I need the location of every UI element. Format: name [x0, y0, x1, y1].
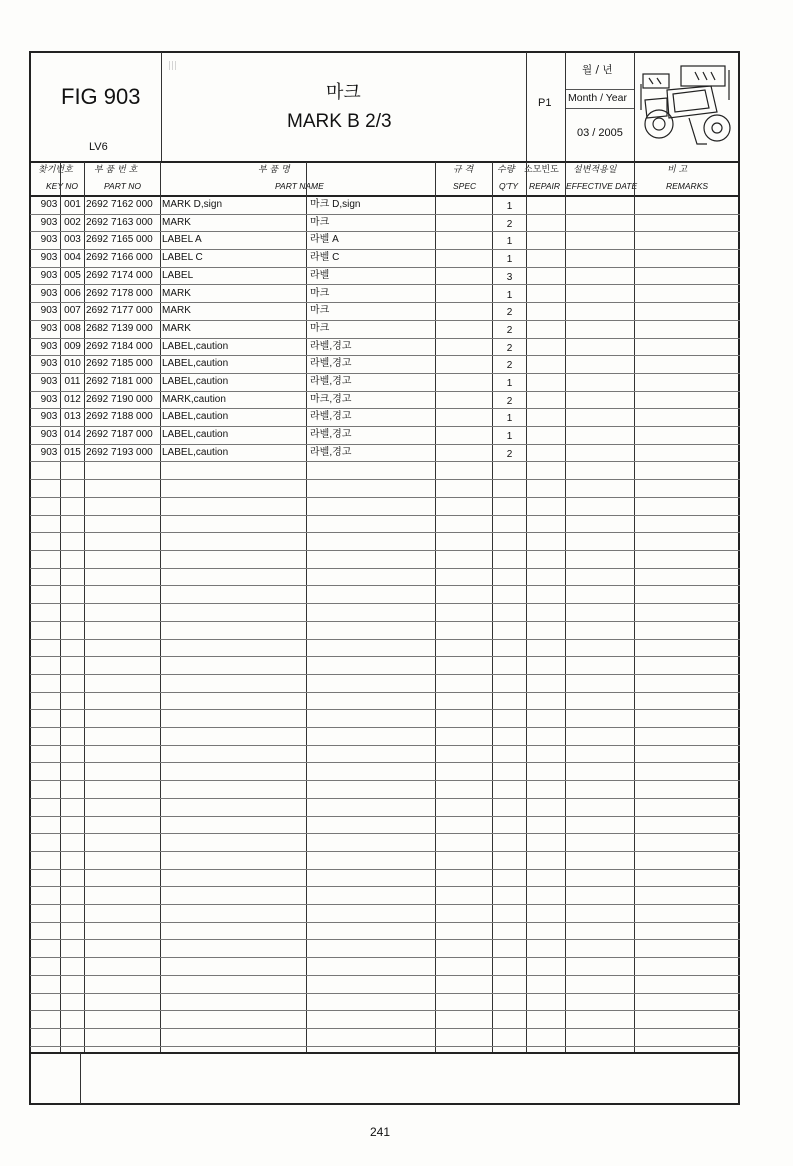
- date-value: 03 / 2005: [577, 127, 623, 139]
- row-name-kr: 마크: [310, 305, 330, 316]
- bottom-box-divider: [80, 1053, 81, 1104]
- row-qty: 1: [506, 378, 513, 389]
- row-divider: [30, 869, 740, 870]
- row-fig: 903: [40, 217, 58, 228]
- row-divider: [30, 479, 740, 480]
- column-divider: [306, 162, 307, 1052]
- row-divider: [30, 886, 740, 887]
- row-divider: [30, 745, 740, 746]
- row-name-en: LABEL,caution: [162, 411, 229, 422]
- row-key: 008: [64, 323, 81, 334]
- row-key: 003: [64, 234, 81, 245]
- row-part-no: 2692 7187 000: [86, 429, 153, 440]
- row-name-en: LABEL,caution: [162, 341, 229, 352]
- row-key: 012: [64, 394, 81, 405]
- row-part-no: 2692 7177 000: [86, 305, 153, 316]
- row-fig: 903: [40, 199, 58, 210]
- row-part-no: 2692 7163 000: [86, 217, 153, 228]
- row-qty: 1: [506, 236, 513, 247]
- row-qty: 2: [506, 360, 513, 371]
- row-name-en: LABEL: [162, 270, 194, 281]
- row-part-no: 2692 7174 000: [86, 270, 153, 281]
- col-key-kr: 찾기번호: [38, 165, 73, 175]
- row-fig: 903: [40, 323, 58, 334]
- row-divider: [30, 1028, 740, 1029]
- row-name-kr: 라벨,경고: [310, 341, 352, 352]
- row-name-kr: 라벨: [310, 270, 330, 281]
- row-name-en: LABEL,caution: [162, 447, 229, 458]
- col-qty-en: Q'TY: [499, 181, 519, 191]
- row-name-en: MARK: [162, 305, 191, 316]
- row-name-kr: 마크 D,sign: [310, 199, 361, 210]
- row-fig: 903: [40, 305, 58, 316]
- row-qty: 2: [506, 307, 513, 318]
- row-fig: 903: [40, 429, 58, 440]
- column-divider: [526, 162, 527, 1052]
- row-divider: [30, 692, 740, 693]
- col-repair-kr: 소모빈도: [524, 165, 559, 175]
- row-fig: 903: [40, 252, 58, 263]
- row-divider: [30, 957, 740, 958]
- col-spec-kr: 규 격: [453, 165, 474, 175]
- row-name-en: LABEL,caution: [162, 429, 229, 440]
- row-qty: 2: [506, 325, 513, 336]
- col-remarks-en: REMARKS: [666, 181, 709, 191]
- header-divider: [634, 52, 635, 162]
- row-part-no: 2692 7184 000: [86, 341, 153, 352]
- page-number: 241: [370, 1125, 391, 1139]
- page-code: P1: [538, 97, 552, 109]
- row-divider: [30, 851, 740, 852]
- col-part-no-kr: 부 품 번 호: [94, 165, 138, 175]
- row-qty: 3: [506, 272, 513, 283]
- tractor-illustration-icon: [637, 60, 737, 152]
- row-name-kr: 라벨,경고: [310, 376, 352, 387]
- column-divider: [160, 162, 161, 1052]
- column-divider: [565, 162, 566, 1052]
- row-divider: [30, 727, 740, 728]
- row-part-no: 2682 7139 000: [86, 323, 153, 334]
- row-qty: 2: [506, 396, 513, 407]
- col-qty-kr: 수량: [497, 165, 515, 175]
- row-divider: [30, 674, 740, 675]
- row-qty: 1: [506, 431, 513, 442]
- title-english: MARK B 2/3: [287, 111, 392, 132]
- row-name-kr: 마크,경고: [310, 394, 352, 405]
- row-name-kr: 라벨,경고: [310, 411, 352, 422]
- header-divider: [565, 52, 566, 162]
- row-part-no: 2692 7185 000: [86, 358, 153, 369]
- bottom-box-border: [30, 1052, 740, 1054]
- row-qty: 2: [506, 449, 513, 460]
- row-divider: [30, 780, 740, 781]
- row-divider: [30, 993, 740, 994]
- row-key: 004: [64, 252, 81, 263]
- col-remarks-kr: 비 고: [667, 165, 688, 175]
- row-fig: 903: [40, 341, 58, 352]
- row-qty: 1: [506, 254, 513, 265]
- row-name-en: MARK: [162, 217, 191, 228]
- row-divider: [30, 939, 740, 940]
- col-spec-en: SPEC: [453, 181, 477, 191]
- row-fig: 903: [40, 288, 58, 299]
- row-divider: [30, 639, 740, 640]
- row-fig: 903: [40, 234, 58, 245]
- row-name-kr: 라벨 A: [310, 234, 339, 245]
- row-divider: [30, 922, 740, 923]
- ghost-watermark: |||: [168, 61, 178, 71]
- column-divider: [634, 162, 635, 1052]
- row-key: 014: [64, 429, 81, 440]
- row-fig: 903: [40, 270, 58, 281]
- row-divider: [30, 621, 740, 622]
- row-name-kr: 라벨,경고: [310, 358, 352, 369]
- row-qty: 2: [506, 343, 513, 354]
- row-name-en: MARK: [162, 288, 191, 299]
- row-qty: 1: [506, 413, 513, 424]
- col-repair-en: REPAIR: [529, 181, 561, 191]
- row-name-kr: 라벨,경고: [310, 429, 352, 440]
- row-name-en: LABEL,caution: [162, 358, 229, 369]
- row-key: 002: [64, 217, 81, 228]
- col-part-name-en: PART NAME: [275, 181, 324, 191]
- row-fig: 903: [40, 447, 58, 458]
- row-name-en: MARK,caution: [162, 394, 226, 405]
- row-fig: 903: [40, 411, 58, 422]
- row-divider: [30, 1010, 740, 1011]
- model-code: LV6: [89, 141, 108, 153]
- row-key: 001: [64, 199, 81, 210]
- row-divider: [30, 833, 740, 834]
- row-name-kr: 라벨,경고: [310, 447, 352, 458]
- month-year-english: Month / Year: [568, 92, 627, 104]
- col-part-name-kr: 부 품 명: [258, 165, 290, 175]
- row-name-en: MARK D,sign: [162, 199, 223, 210]
- row-key: 006: [64, 288, 81, 299]
- header-divider: [566, 108, 634, 109]
- col-part-no-en: PART NO: [104, 181, 141, 191]
- column-divider: [435, 162, 436, 1052]
- row-divider: [30, 515, 740, 516]
- row-fig: 903: [40, 358, 58, 369]
- row-key: 007: [64, 305, 81, 316]
- row-name-kr: 마크: [310, 217, 330, 228]
- row-divider: [30, 603, 740, 604]
- row-divider: [30, 816, 740, 817]
- row-divider: [30, 585, 740, 586]
- row-divider: [30, 709, 740, 710]
- row-name-en: MARK: [162, 323, 191, 334]
- row-key: 011: [64, 376, 81, 387]
- month-year-korean: 월 / 년: [582, 64, 613, 76]
- row-part-no: 2692 7162 000: [86, 199, 153, 210]
- row-divider: [30, 497, 740, 498]
- row-divider: [30, 550, 740, 551]
- row-key: 010: [64, 358, 81, 369]
- row-divider: [30, 461, 740, 462]
- row-divider: [30, 798, 740, 799]
- row-name-en: LABEL A: [162, 234, 202, 245]
- row-name-kr: 마크: [310, 323, 330, 334]
- row-key: 015: [64, 447, 81, 458]
- row-part-no: 2692 7178 000: [86, 288, 153, 299]
- header-divider: [566, 89, 634, 90]
- col-effective-kr: 설변적용일: [573, 165, 617, 175]
- row-key: 005: [64, 270, 81, 281]
- row-divider: [30, 975, 740, 976]
- col-key-en: KEY NO: [46, 181, 78, 191]
- row-divider: [30, 904, 740, 905]
- row-qty: 1: [506, 201, 513, 212]
- header-divider: [526, 52, 527, 162]
- row-fig: 903: [40, 376, 58, 387]
- column-divider: [84, 162, 85, 1052]
- row-key: 009: [64, 341, 81, 352]
- row-part-no: 2692 7190 000: [86, 394, 153, 405]
- row-qty: 2: [506, 219, 513, 230]
- row-part-no: 2692 7166 000: [86, 252, 153, 263]
- row-divider: [30, 1046, 740, 1047]
- row-qty: 1: [506, 290, 513, 301]
- header-divider: [161, 52, 162, 162]
- row-name-en: LABEL,caution: [162, 376, 229, 387]
- row-divider: [30, 568, 740, 569]
- row-fig: 903: [40, 394, 58, 405]
- row-name-kr: 마크: [310, 288, 330, 299]
- row-name-en: LABEL C: [162, 252, 203, 263]
- title-korean: 마크: [326, 82, 361, 103]
- row-key: 013: [64, 411, 81, 422]
- row-part-no: 2692 7188 000: [86, 411, 153, 422]
- fig-number: FIG 903: [61, 84, 141, 109]
- row-part-no: 2692 7181 000: [86, 376, 153, 387]
- row-divider: [30, 532, 740, 533]
- row-name-kr: 라벨 C: [310, 252, 340, 263]
- row-part-no: 2692 7165 000: [86, 234, 153, 245]
- row-divider: [30, 762, 740, 763]
- row-divider: [30, 656, 740, 657]
- row-part-no: 2692 7193 000: [86, 447, 153, 458]
- col-effective-en: EFFECTIVE DATE: [566, 181, 638, 191]
